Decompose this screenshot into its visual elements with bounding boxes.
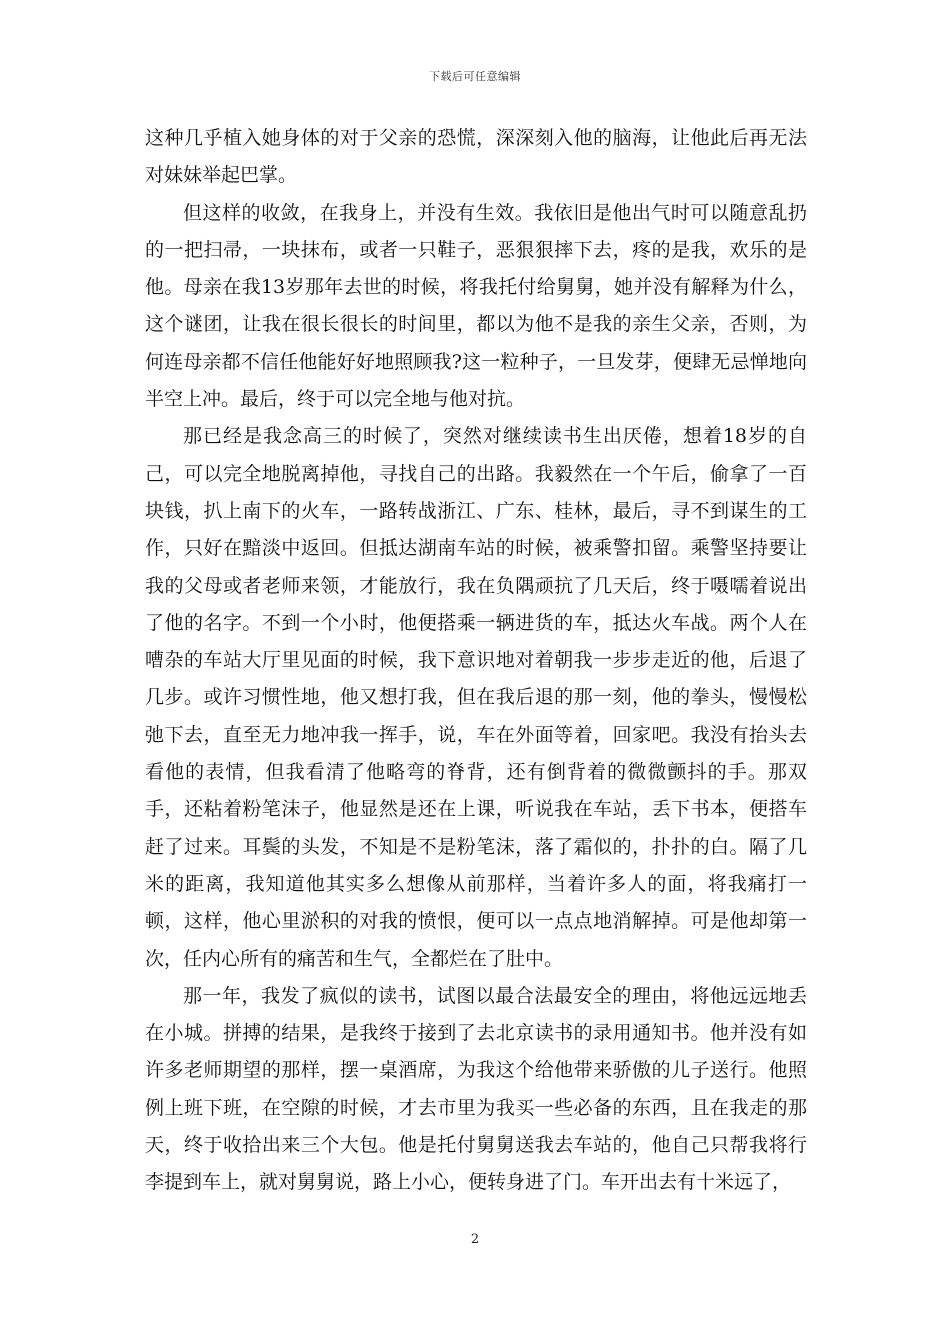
paragraph: 那一年，我发了疯似的读书，试图以最合法最安全的理由，将他远远地丢在小城。拼搏的结果，是我终于接到了去北京读书的录用通知书。他并没有如许多老师期望的那样，摆一桌酒席，为我这个给他带来骄傲的儿子送行。他照例上班下班，在空隙的时候，才去市里为我买一些必备的东西，且在我走的那天，终于收拾出来三个大包。他是托付舅舅送我去车站的，他自己只帮我将行李提到车上，就对舅舅说，路上小心，便转身进了门。车开出去有十米远了， [145, 984, 807, 1194]
page-number: 2 [470, 1232, 480, 1247]
page-header: 下载后可任意编辑 [429, 70, 521, 83]
paragraph: 那已经是我念高三的时候了，突然对继续读书生出厌倦，想着18岁的自己，可以完全地脱离掉他，寻找自己的出路。我毅然在一个午后，偷拿了一百块钱，扒上南下的火车，一路转战浙江、广东、桂林，最后，寻不到谋生的工作，只好在黯淡中返回。但抵达湖南车站的时候，被乘警扣留。乘警坚持要让我的父母或者老师来领，才能放行，我在负隅顽抗了几天后，终于嗫嚅着说出了他的名字。不到一个小时，他便搭乘一辆进货的车，抵达火车战。两个人在嘈杂的车站大厅里见面的时候，我下意识地对着朝我一步步走近的他，后退了几步。或许习惯性地，他又想打我，但在我后退的那一刻，他的拳头，慢慢松弛下去，直至无力地冲我一挥手，说，车在外面等着，回家吧。我没有抬头去看他的表情，但我看清了他略弯的脊背，还有倒背着的微微颤抖的手。那双手，还粘着粉笔沫子，他显然是还在上课，听说我在车站，丢下书本，便搭车赶了过来。耳鬓的头发，不知是不是粉笔沫，落了霜似的，扑扑的白。隔了几米的距离，我知道他其实多么想像从前那样，当着许多人的面，将我痛打一顿，这样，他心里淤积的对我的愤恨，便可以一点点地消解掉。可是他却第一次，任内心所有的痛苦和生气，全都烂在了肚中。 [145, 425, 807, 970]
paragraph: 这种几乎植入她身体的对于父亲的恐慌，深深刻入他的脑海，让他此后再无法对妹妹举起巴掌。 [145, 127, 807, 187]
paragraph: 但这样的收敛，在我身上，并没有生效。我依旧是他出气时可以随意乱扔的一把扫帚，一块抹布，或者一只鞋子，恶狠狠摔下去，疼的是我，欢乐的是他。母亲在我13岁那年去世的时候，将我托付给舅舅，她并没有解释为什么，这个谜团，让我在很长很长的时间里，都以为他不是我的亲生父亲，否则，为何连母亲都不信任他能好好地照顾我?这一粒种子，一旦发芽，便肆无忌惮地向半空上冲。最后，终于可以完全地与他对抗。 [145, 201, 807, 411]
document-body [145, 120, 807, 1202]
